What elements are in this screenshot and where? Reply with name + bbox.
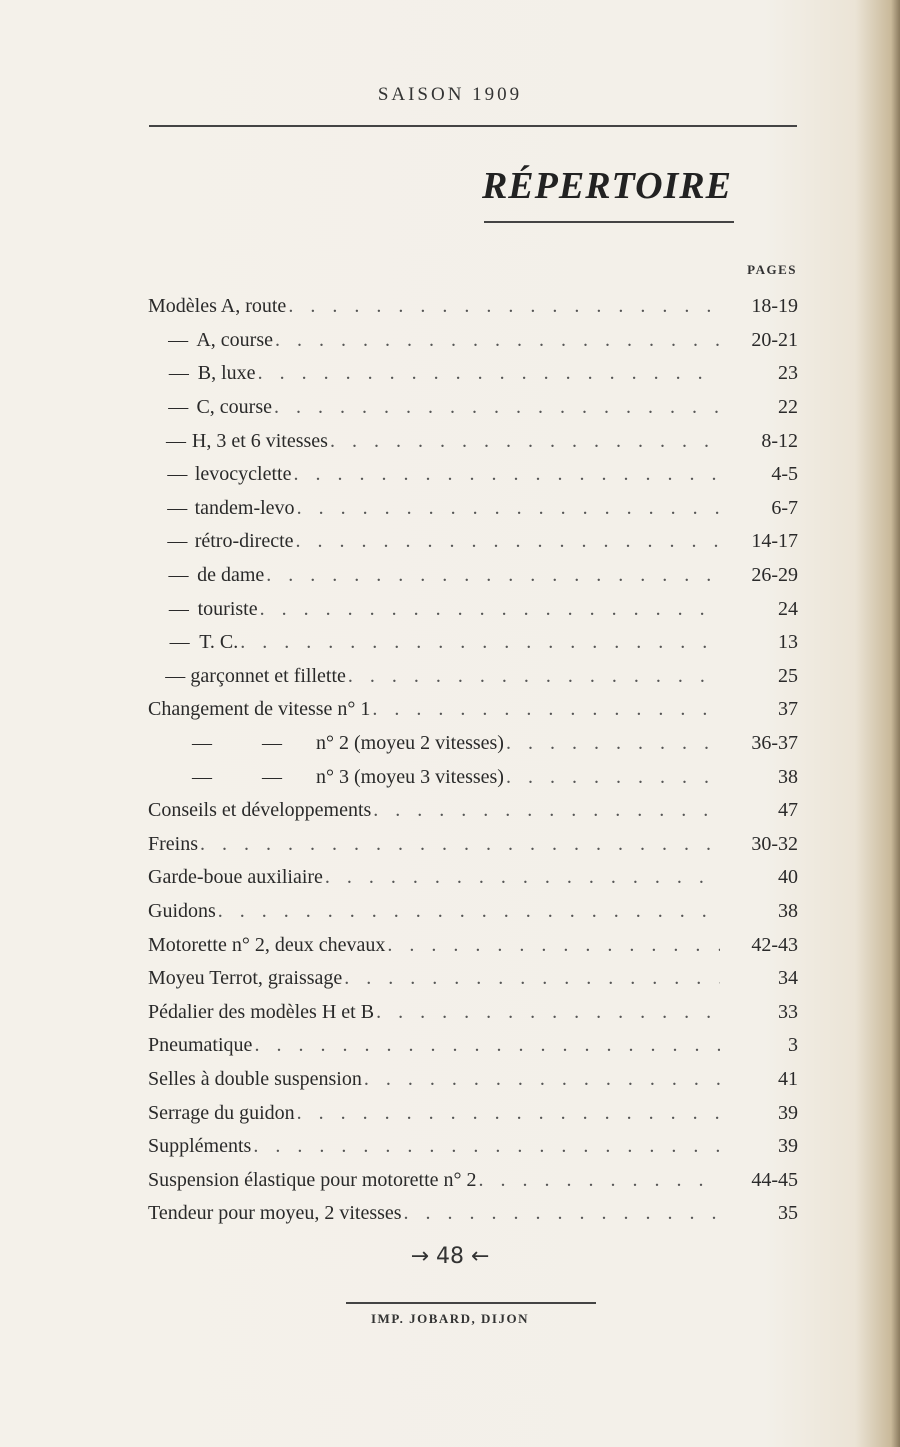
toc-entry [148,995,798,1029]
toc-entry-label-group [148,329,728,352]
toc-entry [148,895,798,929]
toc-entry [148,1096,798,1130]
toc-entry-page: 18-19 [751,295,798,318]
toc-entry-label: Moyeu Terrot, graissage [148,967,343,990]
toc-entry-label-group [148,967,728,990]
ditto-dash: — [168,396,189,419]
toc-entry-label-group [148,1202,728,1225]
dot-leader [364,1068,720,1091]
dot-leader [387,934,720,957]
toc-entry-page: 6-7 [771,496,798,519]
toc-entry-page: 24 [778,597,798,620]
dot-leader [288,295,720,318]
toc-entry-label-group [148,1135,728,1158]
toc-entry-label-group [148,1034,728,1057]
ditto-dash-second: — [262,732,282,755]
dot-leader [240,631,720,654]
toc-entry-label-group [148,430,728,453]
toc-entry-label: Pédalier des modèles H et B [148,1000,375,1023]
dot-leader [260,598,720,621]
toc-entry [148,828,798,862]
ditto-dash: — [168,362,189,385]
dot-leader [258,362,720,385]
toc-entry-page: 8-12 [761,429,798,452]
toc-entry-label: Garde-boue auxiliaire [148,866,323,889]
ditto-dash: — [192,732,212,755]
toc-entry-page: 40 [778,866,798,889]
toc-entry-label: Suspension élastique pour motorette n° 2 [148,1168,477,1191]
ditto-dash: — [167,530,188,553]
toc-entry [148,592,798,626]
toc-entry-label: Guidons [148,899,216,922]
dot-leader [274,396,720,419]
toc-entry-label-group [148,362,728,385]
ditto-dash: — [165,664,186,687]
toc-entry-label-group [148,833,728,856]
toc-entry-label-group [148,900,728,923]
toc-entry-label-group [148,530,728,553]
toc-entry-label-group [148,698,728,721]
toc-entry [148,660,798,694]
ditto-dash: — [167,463,188,486]
toc-entry-label-group [148,1169,728,1192]
toc-entry-page: 22 [778,396,798,419]
toc-entry [148,458,798,492]
toc-entry-label-group [148,934,728,957]
toc-entry-label: Serrage du guidon [148,1101,295,1124]
dot-leader [297,1102,720,1125]
toc-entry-page: 35 [778,1202,798,1225]
dot-leader [404,1202,720,1225]
dot-leader [325,866,720,889]
dot-leader [372,698,720,721]
dot-leader [376,1001,720,1024]
toc-entry [148,626,798,660]
dot-leader [293,463,720,486]
toc-entry-label-group [148,665,728,688]
toc-entry-label: touriste [197,597,258,620]
toc-entry-label: n° 3 (moyeu 3 vitesses) [316,765,504,788]
page-title: RÉPERTOIRE [481,165,732,207]
dot-leader [275,329,720,352]
toc-entry-label: Motorette n° 2, deux chevaux [148,933,386,956]
table-of-contents [148,290,798,1231]
toc-entry-label: H, 3 et 6 vitesses [191,429,328,452]
toc-entry [148,559,798,593]
dot-leader [254,1034,720,1057]
toc-entry-label: de dame [197,564,265,587]
toc-entry-page: 30-32 [751,832,798,855]
toc-entry-label-group [148,799,728,822]
toc-entry-label: tandem-levo [194,496,295,519]
toc-entry-page: 39 [778,1135,798,1158]
toc-entry-label-group [148,598,728,621]
dot-leader [506,732,720,755]
toc-entry [148,492,798,526]
pages-column-header: PAGES [747,262,797,277]
toc-entry-page: 41 [778,1067,798,1090]
toc-entry [148,1130,798,1164]
toc-entry-label: Selles à double suspension [148,1067,362,1090]
title-rule [484,221,734,223]
toc-entry-page: 23 [778,362,798,385]
toc-entry-label: Suppléments [148,1135,252,1158]
toc-entry-page: 13 [778,631,798,654]
dot-leader [330,430,720,453]
toc-entry-page: 38 [778,899,798,922]
toc-entry-label-group [148,295,728,318]
toc-entry-label: rétro-directe [194,530,294,553]
toc-entry [148,424,798,458]
toc-entry-label-group [148,564,728,587]
toc-entry [148,727,798,761]
toc-entry [148,1197,798,1231]
toc-entry-label: Freins [148,832,198,855]
toc-entry-page: 33 [778,1000,798,1023]
toc-entry-page: 36-37 [751,732,798,755]
running-header: SAISON 1909 [377,84,523,105]
toc-entry-page: 37 [778,698,798,721]
toc-entry [148,693,798,727]
toc-entry-label: levocyclette [194,463,292,486]
dot-leader [373,799,720,822]
toc-entry-label: Pneumatique [148,1034,253,1057]
toc-entry-page: 4-5 [771,463,798,486]
toc-entry-label-group [148,866,728,889]
toc-entry-label-group [148,396,728,419]
dot-leader [344,967,720,990]
toc-entry-label: A, course [196,328,273,351]
toc-entry-label: Modèles A, route [148,295,287,318]
toc-entry [148,760,798,794]
dot-leader [200,833,720,856]
dot-leader [348,665,720,688]
toc-entry [148,391,798,425]
toc-entry [148,290,798,324]
toc-entry [148,962,798,996]
page-number: → 48 ← [410,1244,490,1269]
toc-entry-page: 44-45 [751,1168,798,1191]
toc-entry-label-group [148,497,728,520]
toc-entry-label: Conseils et développements [148,799,372,822]
toc-entry-page: 3 [788,1034,798,1057]
ditto-dash: — [167,496,188,519]
toc-entry-page: 38 [778,765,798,788]
toc-entry [148,324,798,358]
toc-entry-page: 20-21 [751,328,798,351]
ditto-dash: — [168,564,189,587]
toc-entry-label: garçonnet et fillette [190,664,346,687]
toc-entry [148,861,798,895]
toc-entry-label-group [148,1102,728,1125]
toc-entry [148,794,798,828]
toc-entry-label: T. C. [199,631,239,654]
toc-entry-label-group [148,631,728,654]
toc-entry-label: B, luxe [197,362,256,385]
toc-entry-page: 39 [778,1101,798,1124]
dot-leader [296,530,720,553]
toc-entry-label-group [148,1068,728,1091]
toc-entry-label: Tendeur pour moyeu, 2 vitesses [148,1202,402,1225]
toc-entry [148,1029,798,1063]
dot-leader [506,766,720,789]
toc-entry-page: 26-29 [751,564,798,587]
toc-entry-label: Changement de vitesse n° 1 [148,698,371,721]
toc-entry-page: 47 [778,799,798,822]
ditto-dash: — [165,429,186,452]
toc-entry-label-group [148,766,728,789]
dot-leader [218,900,720,923]
toc-entry-label-group [148,732,728,755]
ditto-dash: — [169,631,190,654]
printer-imprint: IMP. JOBARD, DIJON [371,1311,529,1326]
toc-entry-page: 14-17 [751,530,798,553]
toc-entry-label-group [148,1001,728,1024]
ditto-dash: — [168,328,189,351]
ditto-dash: — [168,597,189,620]
toc-entry-page: 25 [778,664,798,687]
ditto-dash-second: — [262,765,282,788]
toc-entry-label: n° 2 (moyeu 2 vitesses) [316,732,504,755]
toc-entry [148,357,798,391]
toc-entry [148,1063,798,1097]
dot-leader [253,1135,720,1158]
dot-leader [266,564,720,587]
toc-entry [148,525,798,559]
dot-leader [297,497,720,520]
ditto-dash: — [192,765,212,788]
footer-rule [346,1302,596,1304]
toc-entry [148,928,798,962]
toc-entry-page: 42-43 [751,933,798,956]
header-rule [149,125,797,127]
dot-leader [479,1169,720,1192]
toc-entry-page: 34 [778,967,798,990]
toc-entry [148,1163,798,1197]
toc-entry-label: C, course [196,396,272,419]
toc-entry-label-group [148,463,728,486]
